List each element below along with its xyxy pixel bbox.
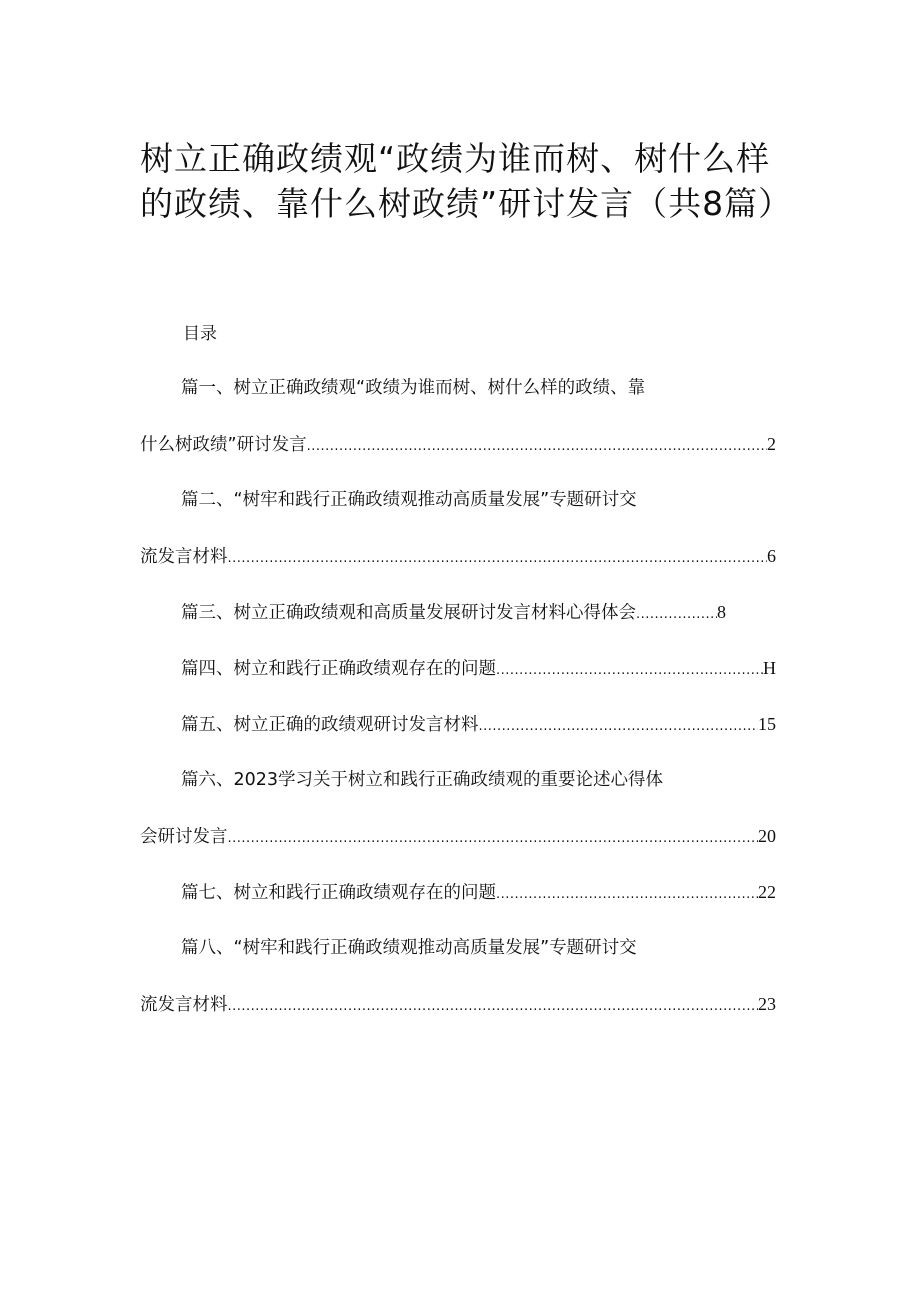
- toc-entry-7-text: 篇七、树立和践行正确政绩观存在的问题: [181, 883, 496, 903]
- toc-entry-5[interactable]: [181, 712, 776, 739]
- toc-entry-1-page: 2: [767, 434, 776, 454]
- toc-entry-3[interactable]: [181, 600, 726, 627]
- toc-entry-3-text: 篇三、树立正确政绩观和高质量发展研讨发言材料心得体会: [181, 603, 636, 623]
- toc-entry-5-text: 篇五、树立正确的政绩观研讨发言材料: [181, 715, 479, 735]
- toc-entry-2[interactable]: [140, 544, 776, 571]
- toc-entry-4[interactable]: [181, 656, 776, 683]
- toc-entry-5-page: 15: [758, 714, 776, 734]
- toc-entry-2-line1[interactable]: 篇二、“树牢和践行正确政绩观推动高质量发展”专题研讨交: [181, 490, 637, 510]
- toc-leader-dots: [307, 435, 767, 459]
- document-title: 树立正确政绩观“政绩为谁而树、树什么样的政绩、靠什么树政绩”研讨发言（共8篇）: [140, 139, 793, 223]
- toc-entry-6-line1[interactable]: 篇六、2023学习关于树立和践行正确政绩观的重要论述心得体: [181, 770, 664, 790]
- toc-entry-1-line1[interactable]: 篇一、树立正确政绩观“政绩为谁而树、树什么样的政绩、靠: [181, 378, 646, 398]
- toc-leader-dots: [228, 995, 759, 1019]
- toc-entry-8[interactable]: [140, 992, 776, 1019]
- toc-entry-7[interactable]: [181, 880, 776, 907]
- toc-entry-4-page: H: [763, 658, 776, 678]
- toc-entry-8-text: 流发言材料: [140, 995, 228, 1015]
- toc-leader-dots: [496, 883, 758, 907]
- toc-entry-4-text: 篇四、树立和践行正确政绩观存在的问题: [181, 659, 496, 679]
- toc-entry-7-page: 22: [758, 882, 776, 902]
- toc-entry-1-text: 什么树政绩”研讨发言: [140, 435, 307, 455]
- toc-leader-dots: [496, 659, 763, 683]
- toc-leader-dots: [228, 547, 768, 571]
- toc-entry-8-line1[interactable]: 篇八、“树牢和践行正确政绩观推动高质量发展”专题研讨交: [181, 938, 637, 958]
- toc-entry-2-text: 流发言材料: [140, 547, 228, 567]
- toc-leader-dots: [479, 715, 759, 739]
- toc-heading: 目录: [183, 324, 217, 344]
- toc-leader-dots: [636, 603, 717, 627]
- toc-entry-2-page: 6: [767, 546, 776, 566]
- toc-entry-3-page: 8: [717, 602, 726, 622]
- toc-entry-6-text: 会研讨发言: [140, 827, 228, 847]
- toc-entry-1[interactable]: [140, 432, 776, 459]
- toc-entry-6[interactable]: [140, 824, 776, 851]
- toc-leader-dots: [228, 827, 759, 851]
- toc-entry-8-page: 23: [758, 994, 776, 1014]
- toc-entry-6-page: 20: [758, 826, 776, 846]
